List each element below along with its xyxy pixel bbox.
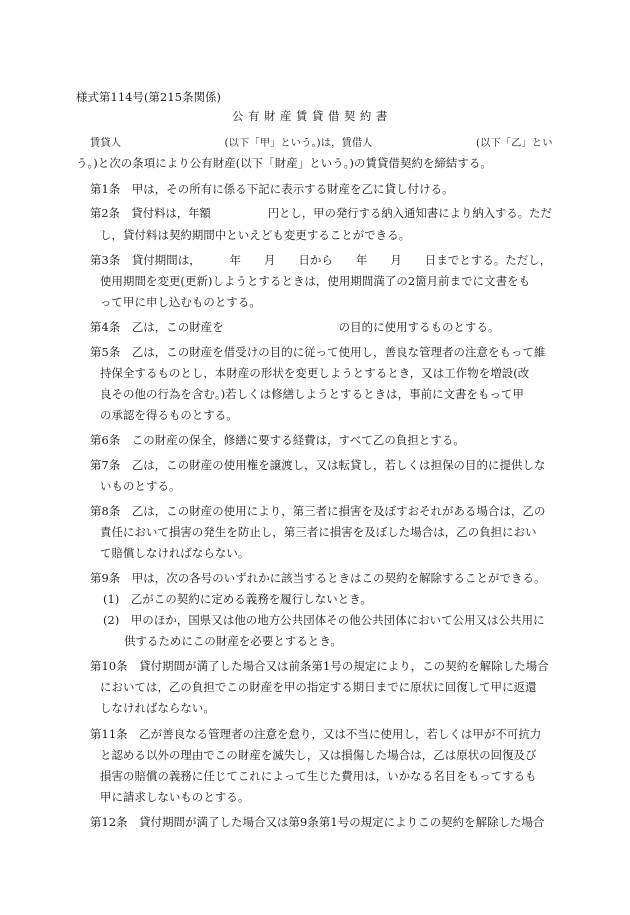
preamble-line: う。)と次の条項により公有財産(以下「財産」という。)の賃貸借契約を締結する。 [76, 156, 492, 170]
article-1: 第1条 甲は，その所有に係る下記に表示する財産を乙に貸し付ける。 [90, 182, 454, 196]
article-9-item-2: (2) 甲のほか，国県又は他の地方公共団体その他公共団体において公用又は公共用に [103, 613, 545, 627]
article-5-cont: 持保全するものとし，本財産の形状を変更しようとするとき，又は工作物を増設(改 [100, 366, 530, 380]
article-5-cont: 良その他の行為を含む。)若しくは修繕しようとするときは，事前に文書をもって甲 [100, 387, 524, 401]
article-11-cont: 甲に請求しないものとする。 [100, 790, 250, 804]
article-5: 第5条 乙は，この財産を借受けの目的に従って使用し，善良な管理者の注意をもって維 [90, 345, 546, 359]
article-10-cont: においては，乙の負担でこの財産を甲の指定する期日までに原状に回復して甲に返還 [100, 680, 537, 694]
article-2-cont: し，貸付料は契約期間中といえども変更することができる。 [100, 228, 411, 242]
article-2: 第2条 貸付料は，年額 円とし，甲の発行する納入通知書により納入する。ただ [90, 207, 552, 220]
article-11: 第11条 乙が善良なる管理者の注意を怠り，又は不当に使用し，若しくは甲が不可抗力 [90, 727, 542, 741]
article-10: 第10条 貸付期間が満了した場合又は前条第1号の規定により，この契約を解除した場合 [90, 659, 549, 673]
article-10-cont: しなければならない。 [100, 701, 215, 715]
article-8-cont: て賠償しなければならない。 [100, 546, 250, 560]
article-4: 第4条 乙は，この財産を の目的に使用するものとする。 [90, 320, 500, 334]
article-8-cont: 責任において損害の発生を防止し，第三者に損害を及ぼした場合は，乙の負担におい [100, 525, 537, 539]
article-3-cont: 使用期間を変更(更新)しようとするときは，使用期間満了の2箇月前までに文書をも [100, 274, 531, 288]
article-7: 第7条 乙は，この財産の使用権を譲渡し，又は転貸し，若しくは担保の目的に提供しな [90, 458, 546, 472]
document-title: 公有財産賃貸借契約書 [232, 109, 392, 123]
article-5-cont: の承認を得るものとする。 [100, 408, 238, 422]
preamble-line: 賃貸人 (以下「甲」という。)は，賃借人 (以下「乙」とい [90, 137, 553, 149]
article-3-cont: って甲に申し込むものとする。 [100, 295, 261, 309]
article-11-cont: 損害の賠償の義務に任じてこれによって生じた費用は，いかなる名目をもってするも [100, 769, 537, 783]
article-9-item-2-cont: 供するためにこの財産を必要とするとき。 [124, 634, 342, 648]
article-9: 第9条 甲は，次の各号のいずれかに該当するときはこの契約を解除することができる。 [90, 571, 546, 585]
article-6: 第6条 この財産の保全，修繕に要する経費は，すべて乙の負担とする。 [90, 433, 465, 447]
article-9-item-1: (1) 乙がこの契約に定める義務を履行しないとき。 [103, 592, 372, 606]
article-12: 第12条 貸付期間が満了した場合又は第9条第1号の規定によりこの契約を解除した場合 [90, 815, 545, 829]
article-8: 第8条 乙は，この財産の使用により，第三者に損害を及ぼすおそれがある場合は，乙の [90, 504, 546, 518]
article-3: 第3条 貸付期間は， 年 月 日から 年 月 日までとする。ただし， [90, 253, 552, 267]
article-11-cont: と認める以外の理由でこの財産を滅失し，又は損傷した場合は，乙は原状の回復及び [100, 748, 537, 762]
article-7-cont: いものとする。 [100, 479, 181, 493]
form-label: 様式第114号(第215条関係) [76, 90, 222, 104]
